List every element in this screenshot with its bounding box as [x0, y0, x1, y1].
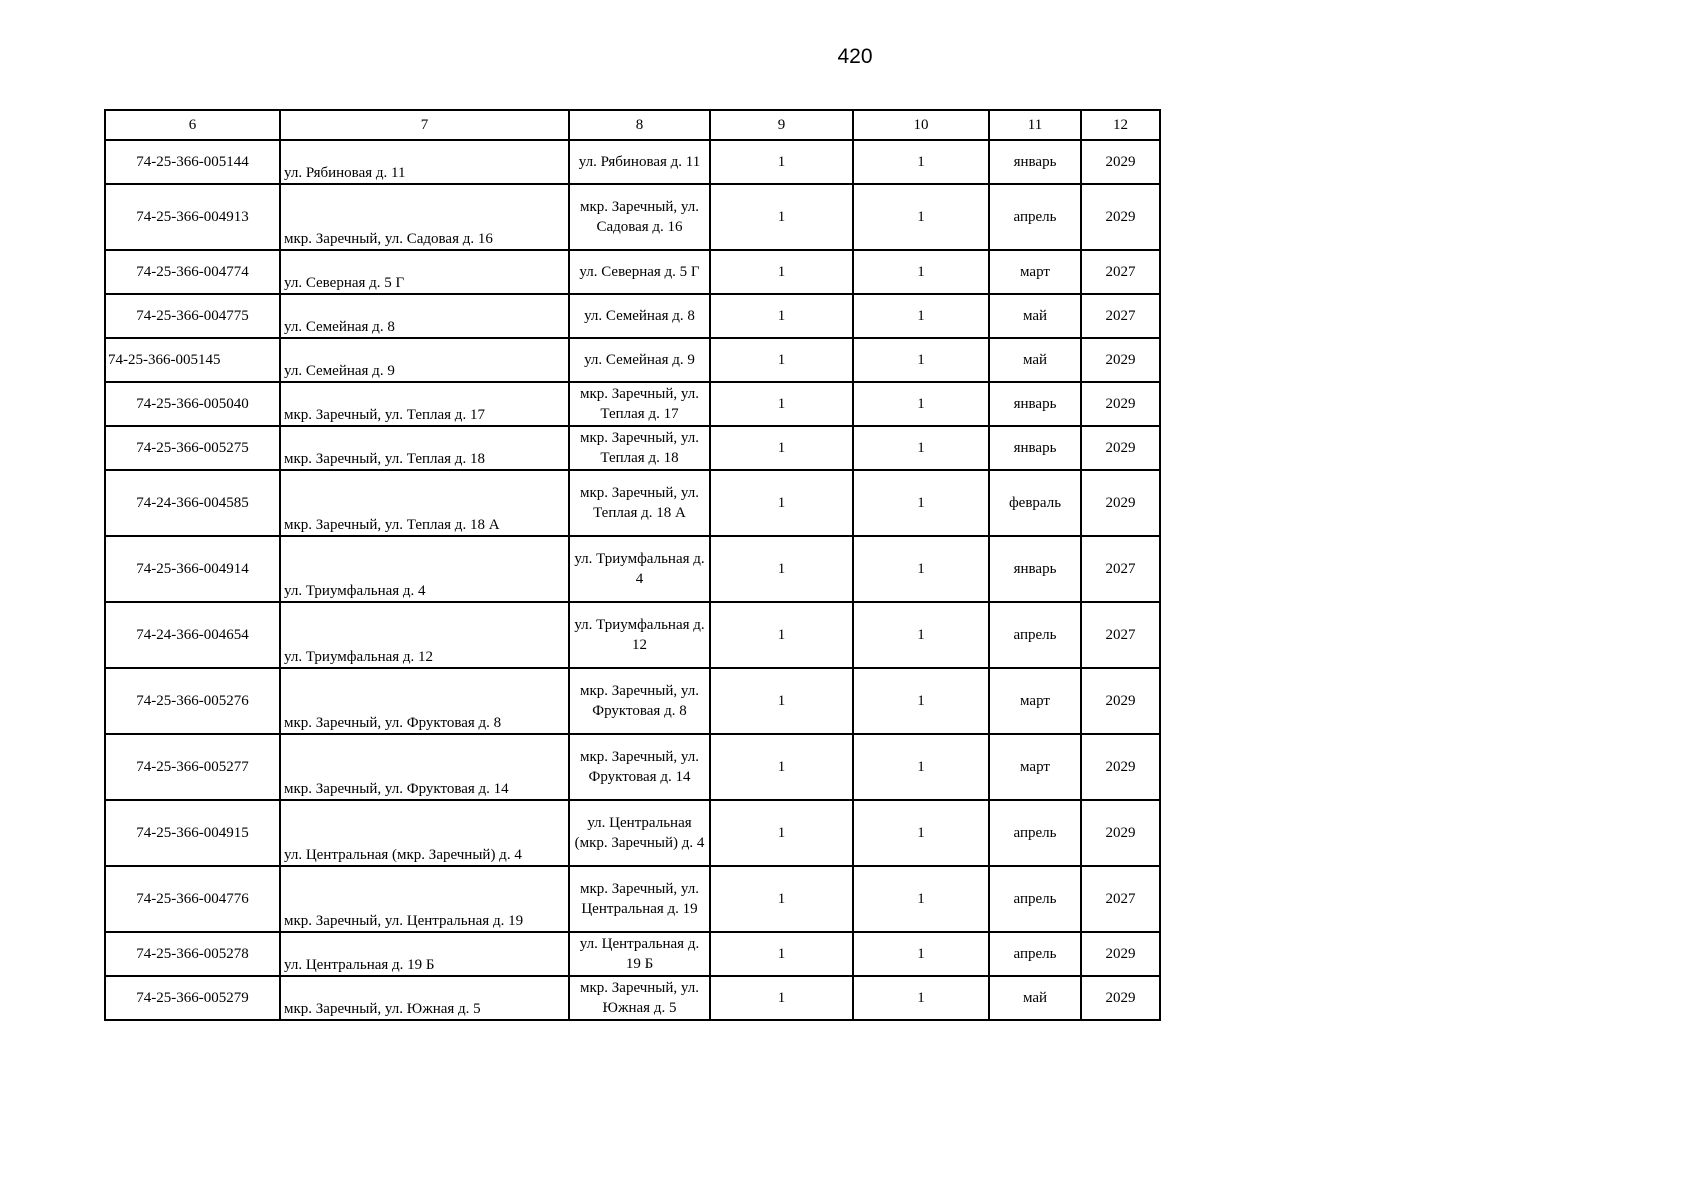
cadastral-id-cell: 74-25-366-004913 [105, 184, 280, 250]
col9-cell: 1 [710, 536, 853, 602]
month-cell: январь [989, 382, 1081, 426]
col10-cell: 1 [853, 338, 989, 382]
table-row [105, 800, 1160, 866]
year-cell: 2029 [1081, 426, 1160, 470]
col10-cell: 1 [853, 668, 989, 734]
object-cell: ул. Триумфальная д. 12 [569, 602, 710, 668]
cadastral-id-cell: 74-24-366-004585 [105, 470, 280, 536]
year-cell: 2029 [1081, 668, 1160, 734]
col10-cell: 1 [853, 536, 989, 602]
table-row [105, 976, 1160, 1020]
col10-cell: 1 [853, 976, 989, 1020]
month-cell: май [989, 338, 1081, 382]
col9-cell: 1 [710, 382, 853, 426]
column-header: 12 [1081, 110, 1160, 140]
address-cell: мкр. Заречный, ул. Фруктовая д. 8 [280, 668, 569, 734]
cadastral-id-cell: 74-25-366-005276 [105, 668, 280, 734]
table-row [105, 932, 1160, 976]
col9-cell: 1 [710, 602, 853, 668]
col10-cell: 1 [853, 250, 989, 294]
object-cell: мкр. Заречный, ул. Садовая д. 16 [569, 184, 710, 250]
column-header: 7 [280, 110, 569, 140]
address-cell: ул. Семейная д. 9 [280, 338, 569, 382]
year-cell: 2029 [1081, 734, 1160, 800]
col10-cell: 1 [853, 470, 989, 536]
year-cell: 2029 [1081, 932, 1160, 976]
object-cell: ул. Триумфальная д. 4 [569, 536, 710, 602]
col10-cell: 1 [853, 382, 989, 426]
year-cell: 2029 [1081, 140, 1160, 184]
cadastral-id-cell: 74-25-366-005144 [105, 140, 280, 184]
table-row [105, 470, 1160, 536]
cadastral-id-cell: 74-25-366-005279 [105, 976, 280, 1020]
table-row [105, 250, 1160, 294]
address-cell: ул. Центральная (мкр. Заречный) д. 4 [280, 800, 569, 866]
col10-cell: 1 [853, 184, 989, 250]
col9-cell: 1 [710, 734, 853, 800]
col10-cell: 1 [853, 294, 989, 338]
object-cell: ул. Семейная д. 9 [569, 338, 710, 382]
col10-cell: 1 [853, 866, 989, 932]
table-row [105, 426, 1160, 470]
column-header: 9 [710, 110, 853, 140]
month-cell: январь [989, 140, 1081, 184]
col9-cell: 1 [710, 294, 853, 338]
address-cell: ул. Триумфальная д. 4 [280, 536, 569, 602]
address-cell: мкр. Заречный, ул. Теплая д. 18 А [280, 470, 569, 536]
month-cell: апрель [989, 184, 1081, 250]
month-cell: январь [989, 426, 1081, 470]
year-cell: 2027 [1081, 536, 1160, 602]
object-cell: ул. Рябиновая д. 11 [569, 140, 710, 184]
year-cell: 2027 [1081, 294, 1160, 338]
col9-cell: 1 [710, 140, 853, 184]
cadastral-id-cell: 74-25-366-005040 [105, 382, 280, 426]
col9-cell: 1 [710, 668, 853, 734]
address-cell: мкр. Заречный, ул. Садовая д. 16 [280, 184, 569, 250]
year-cell: 2029 [1081, 382, 1160, 426]
month-cell: апрель [989, 800, 1081, 866]
object-cell: мкр. Заречный, ул. Фруктовая д. 8 [569, 668, 710, 734]
table-row [105, 536, 1160, 602]
table-row [105, 382, 1160, 426]
month-cell: март [989, 668, 1081, 734]
object-cell: мкр. Заречный, ул. Теплая д. 18 А [569, 470, 710, 536]
address-cell: ул. Центральная д. 19 Б [280, 932, 569, 976]
col10-cell: 1 [853, 602, 989, 668]
col9-cell: 1 [710, 866, 853, 932]
year-cell: 2027 [1081, 250, 1160, 294]
address-cell: мкр. Заречный, ул. Южная д. 5 [280, 976, 569, 1020]
col9-cell: 1 [710, 800, 853, 866]
object-cell: ул. Северная д. 5 Г [569, 250, 710, 294]
table-row [105, 734, 1160, 800]
col10-cell: 1 [853, 426, 989, 470]
table-row [105, 140, 1160, 184]
col9-cell: 1 [710, 184, 853, 250]
year-cell: 2029 [1081, 184, 1160, 250]
col10-cell: 1 [853, 734, 989, 800]
cadastral-id-cell: 74-25-366-004776 [105, 866, 280, 932]
col9-cell: 1 [710, 932, 853, 976]
object-cell: ул. Центральная (мкр. Заречный) д. 4 [569, 800, 710, 866]
col10-cell: 1 [853, 140, 989, 184]
month-cell: апрель [989, 866, 1081, 932]
address-cell: мкр. Заречный, ул. Фруктовая д. 14 [280, 734, 569, 800]
address-cell: мкр. Заречный, ул. Теплая д. 17 [280, 382, 569, 426]
cadastral-id-cell: 74-25-366-004774 [105, 250, 280, 294]
month-cell: февраль [989, 470, 1081, 536]
cadastral-id-cell: 74-25-366-005275 [105, 426, 280, 470]
year-cell: 2029 [1081, 470, 1160, 536]
cadastral-id-cell: 74-25-366-005277 [105, 734, 280, 800]
month-cell: апрель [989, 602, 1081, 668]
table-row [105, 866, 1160, 932]
page-number: 420 [837, 45, 873, 68]
year-cell: 2027 [1081, 866, 1160, 932]
table-row [105, 602, 1160, 668]
col9-cell: 1 [710, 976, 853, 1020]
month-cell: март [989, 250, 1081, 294]
col10-cell: 1 [853, 932, 989, 976]
address-cell: мкр. Заречный, ул. Теплая д. 18 [280, 426, 569, 470]
object-cell: мкр. Заречный, ул. Теплая д. 17 [569, 382, 710, 426]
month-cell: апрель [989, 932, 1081, 976]
column-header: 11 [989, 110, 1081, 140]
month-cell: январь [989, 536, 1081, 602]
col9-cell: 1 [710, 338, 853, 382]
table-row [105, 184, 1160, 250]
address-cell: ул. Триумфальная д. 12 [280, 602, 569, 668]
cadastral-id-cell: 74-25-366-004775 [105, 294, 280, 338]
table-row [105, 338, 1160, 382]
cadastral-id-cell: 74-25-366-004915 [105, 800, 280, 866]
month-cell: май [989, 294, 1081, 338]
month-cell: март [989, 734, 1081, 800]
column-header: 6 [105, 110, 280, 140]
column-header: 8 [569, 110, 710, 140]
address-cell: ул. Северная д. 5 Г [280, 250, 569, 294]
year-cell: 2029 [1081, 338, 1160, 382]
month-cell: май [989, 976, 1081, 1020]
cadastral-id-cell: 74-25-366-005145 [105, 338, 280, 382]
object-cell: ул. Центральная д. 19 Б [569, 932, 710, 976]
col10-cell: 1 [853, 800, 989, 866]
address-cell: ул. Рябиновая д. 11 [280, 140, 569, 184]
year-cell: 2027 [1081, 602, 1160, 668]
column-header: 10 [853, 110, 989, 140]
col9-cell: 1 [710, 470, 853, 536]
register-table [104, 109, 1161, 1021]
address-cell: мкр. Заречный, ул. Центральная д. 19 [280, 866, 569, 932]
year-cell: 2029 [1081, 800, 1160, 866]
object-cell: мкр. Заречный, ул. Фруктовая д. 14 [569, 734, 710, 800]
table-row [105, 294, 1160, 338]
cadastral-id-cell: 74-25-366-004914 [105, 536, 280, 602]
address-cell: ул. Семейная д. 8 [280, 294, 569, 338]
header-row [105, 110, 1160, 140]
col9-cell: 1 [710, 250, 853, 294]
cadastral-id-cell: 74-25-366-005278 [105, 932, 280, 976]
table-row [105, 668, 1160, 734]
year-cell: 2029 [1081, 976, 1160, 1020]
col9-cell: 1 [710, 426, 853, 470]
object-cell: мкр. Заречный, ул. Центральная д. 19 [569, 866, 710, 932]
cadastral-id-cell: 74-24-366-004654 [105, 602, 280, 668]
object-cell: мкр. Заречный, ул. Теплая д. 18 [569, 426, 710, 470]
object-cell: ул. Семейная д. 8 [569, 294, 710, 338]
object-cell: мкр. Заречный, ул. Южная д. 5 [569, 976, 710, 1020]
